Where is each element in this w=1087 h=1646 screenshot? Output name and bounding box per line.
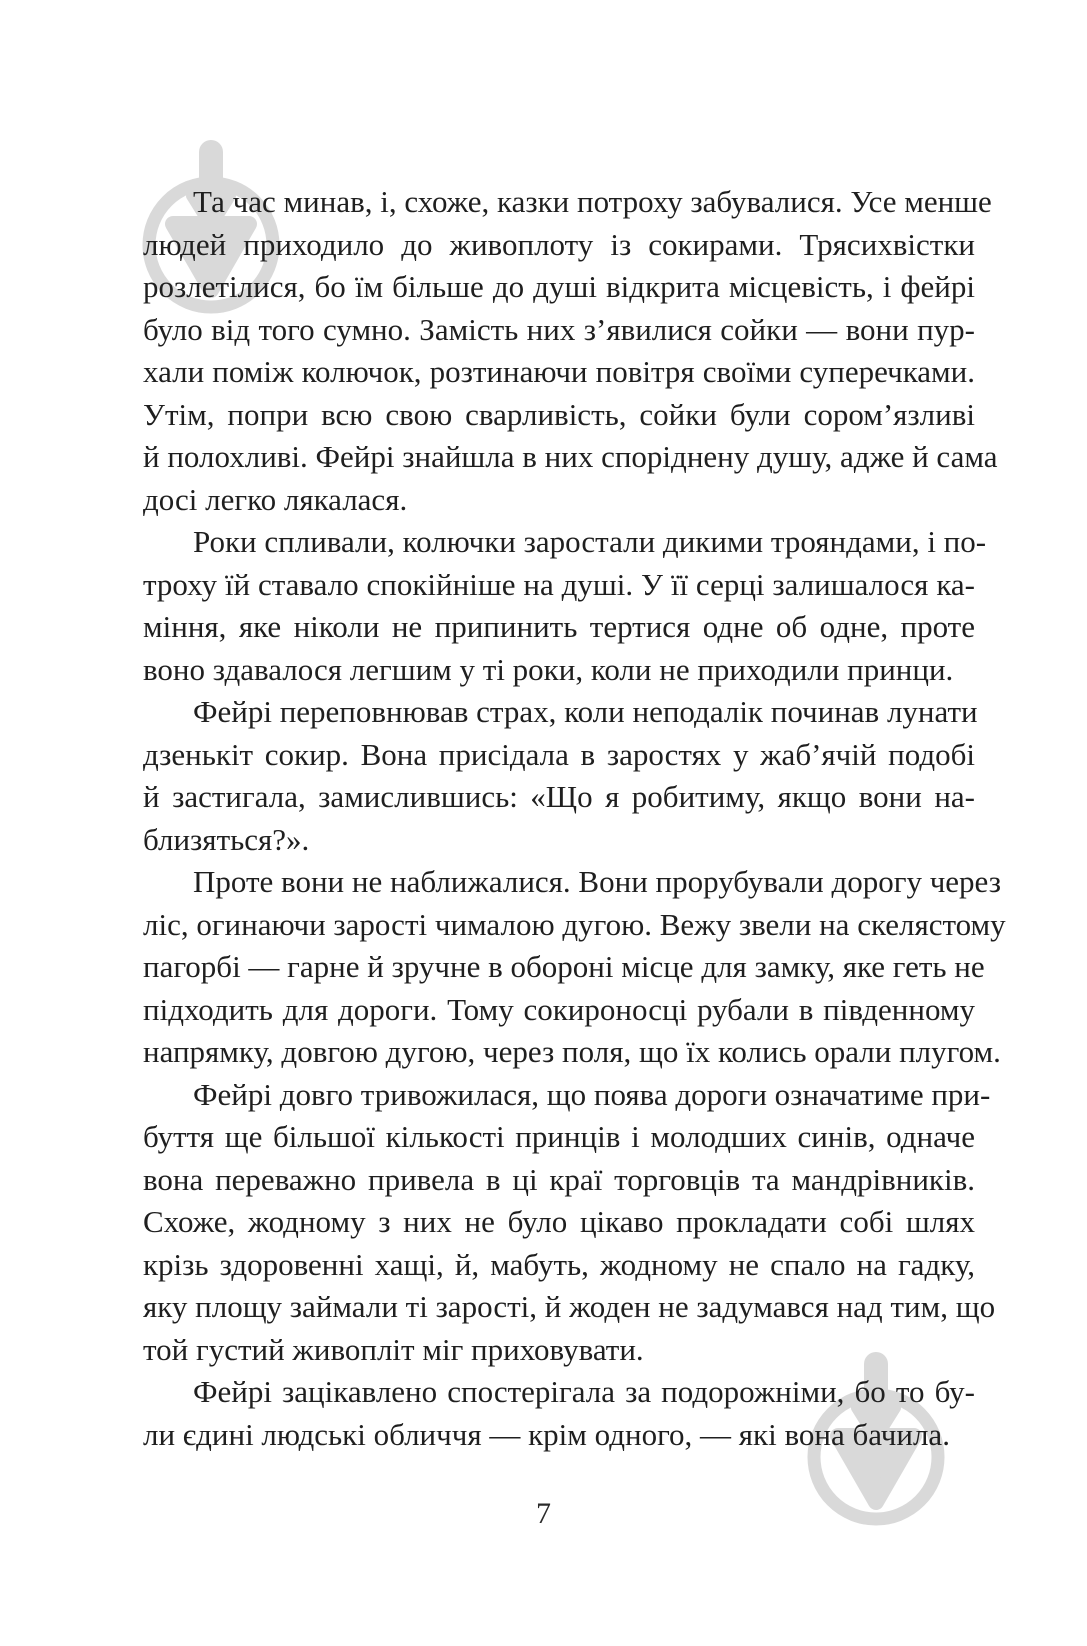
text-line: Фейрі переповнював страх, коли неподалік починав лунати bbox=[193, 694, 978, 729]
text-line: ліс, огинаючи зарості чималою дугою. Вежу звели на скелястому bbox=[143, 906, 1006, 942]
text-line: крізь здоровенні хащі, й, мабуть, жодному не спало на гадку, bbox=[143, 1246, 975, 1282]
text-line: хали поміж колючок, розтинаючи повітря своїми суперечками. bbox=[143, 354, 975, 389]
text-line: пагорбі — гарне й зручне в обороні місце для замку, яке геть не bbox=[143, 949, 985, 984]
text-line: людей приходило до живоплоту із сокирами. Трясихвістки bbox=[143, 226, 975, 262]
text-line: Фейрі довго тривожилася, що поява дороги означатиме при- bbox=[193, 1076, 991, 1112]
text-line: той густий живопліт міг приховувати. bbox=[143, 1331, 644, 1367]
text-line: буття ще більшої кількості принців і молодших синів, одначе bbox=[143, 1119, 975, 1154]
text-line: міння, яке ніколи не припинить тертися одне об одне, проте bbox=[143, 609, 975, 644]
text-line: було від того сумно. Замість них з’явилися сойки — вони пур- bbox=[143, 311, 975, 347]
text-line: вона переважно привела в ці краї торговців та мандрівників. bbox=[143, 1161, 975, 1197]
text-line: досі легко лякалася. bbox=[143, 481, 408, 517]
text-line: близяться?». bbox=[143, 821, 310, 857]
text-line: й застигала, замислившись: «Що я робитиму, якщо вони на- bbox=[143, 779, 975, 814]
text-line: Фейрі зацікавлено спостерігала за подорожніми, бо то бу- bbox=[193, 1374, 975, 1409]
page-number: 7 bbox=[536, 1497, 551, 1530]
text-line: Утім, попри всю свою сварливість, сойки були сором’язливі bbox=[143, 396, 975, 432]
text-line: Та час минав, і, схоже, казки потроху забувалися. Усе менше bbox=[193, 184, 992, 219]
text-line: Схоже, жодному з них не було цікаво прокладати собі шлях bbox=[143, 1204, 975, 1239]
text-line: троху їй ставало спокійніше на душі. У її серці залишалося ка- bbox=[143, 566, 975, 602]
text-line: яку площу займали ті зарості, й жоден не задумався над тим, що bbox=[143, 1289, 996, 1324]
text-line: розлетілися, бо їм більше до душі відкрита місцевість, і фейрі bbox=[143, 269, 975, 304]
text-line: й полохливі. Фейрі знайшла в них споріднену душу, адже й сама bbox=[143, 439, 998, 474]
text-line: дзенькіт сокир. Вона присідала в заростях у жаб’ячій подобі bbox=[143, 736, 975, 772]
text-line: підходить для дороги. Тому сокироносці рубали в південному bbox=[143, 991, 975, 1027]
text-line: ли єдині людські обличчя — крім одного, — які вона бачила. bbox=[143, 1416, 950, 1452]
page-text bbox=[143, 181, 1006, 1456]
text-line: воно здавалося легшим у ті роки, коли не приходили принци. bbox=[143, 651, 954, 687]
text-line: Проте вони не наближалися. Вони прорубували дорогу через bbox=[193, 864, 1001, 899]
text-line: напрямку, довгою дугою, через поля, що їх колись орали плугом. bbox=[143, 1034, 1001, 1069]
text-line: Роки спливали, колючки заростали дикими трояндами, і по- bbox=[193, 524, 987, 559]
